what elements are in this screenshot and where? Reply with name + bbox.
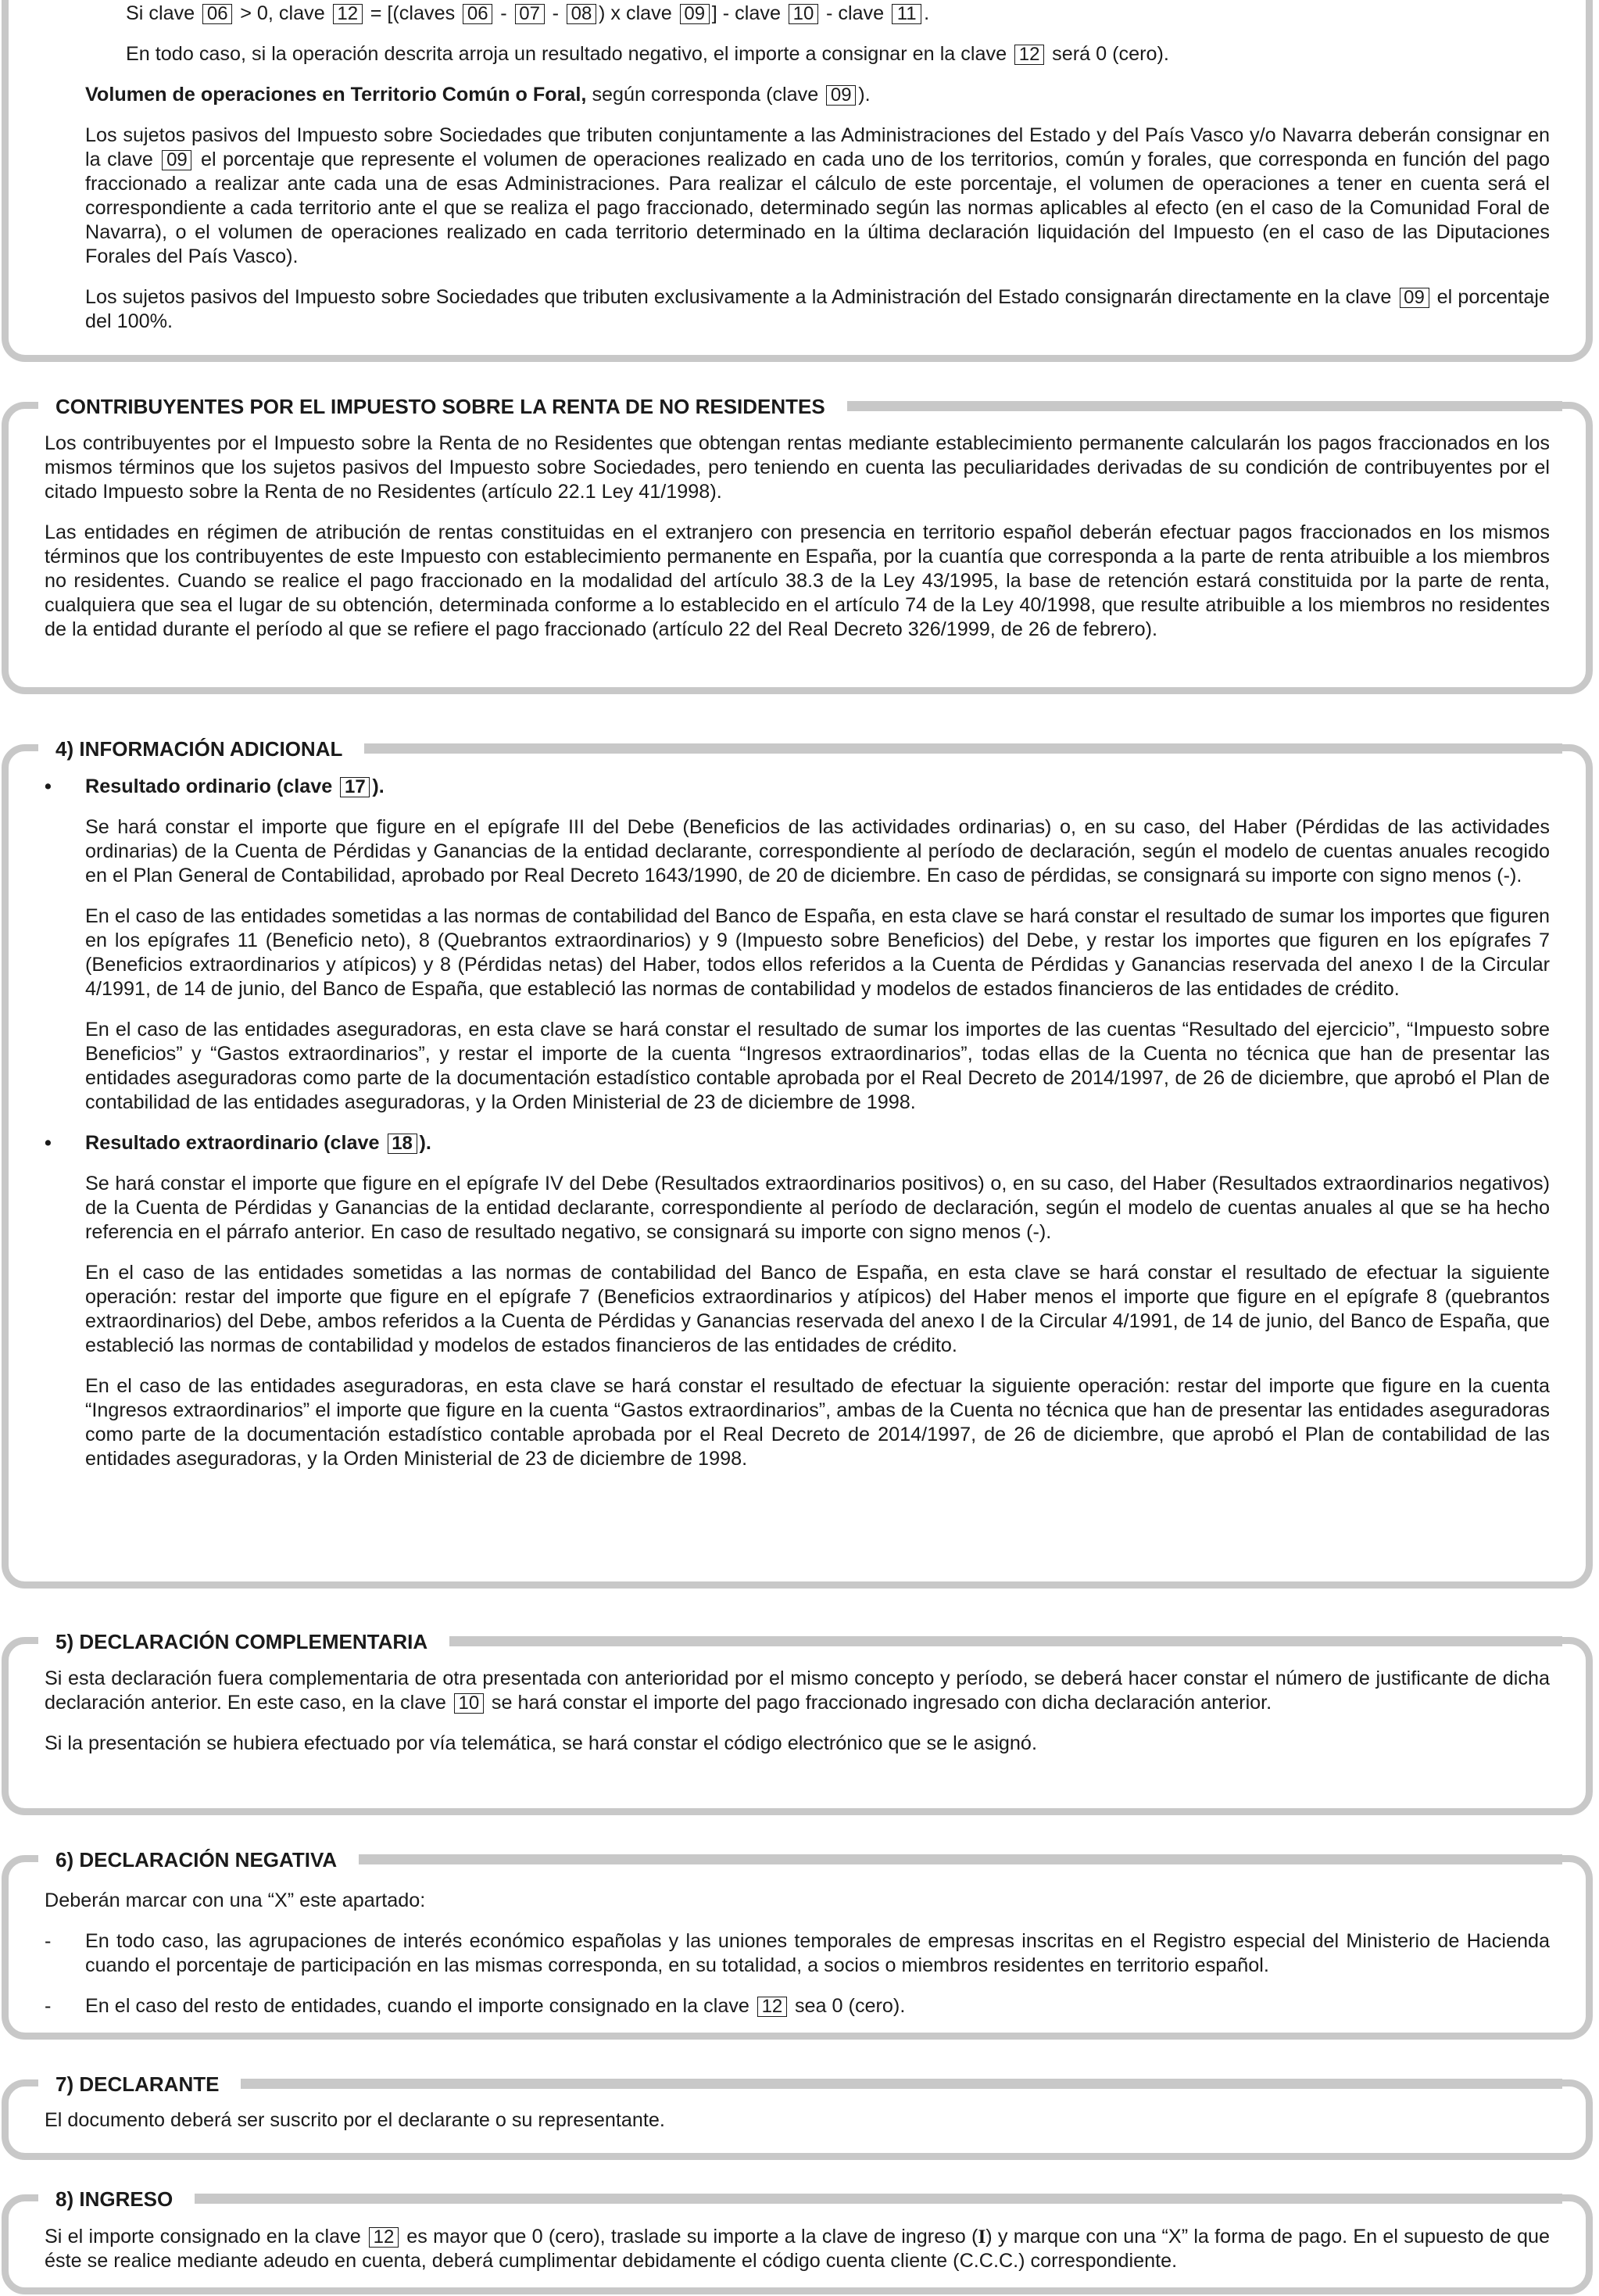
formula-text: - clave [825,2,885,24]
complementaria-paragraph-1 [45,1667,1550,1715]
ingreso-key-letter: I [978,2226,986,2248]
section-title: 7) DECLARANTE [38,2071,241,2097]
declarante-paragraph: El documento deberá ser suscrito por el declarante o su representante. [45,2109,665,2131]
paragraph-text: ) y marque con una “X” la forma de pago. En el supuesto de que éste se realice mediante adeudo en cuenta, deberá cumplimentar debidamente el código cuenta cliente (C.C.C.) correspondiente. [45,2226,1551,2272]
volume-paragraph-2 [45,285,1550,334]
paragraph-text: Si el importe consignado en la clave [45,2226,361,2248]
ordinario-paragraph-3: En el caso de las entidades aseguradoras, en esta clave se hará constar el resultado de sumar los importes de las cuentas “Resultado del ejercicio”, “Impuesto sobre Beneficios” y “Gastos extraordinarios”, y restar el importe de la cuenta “Ingresos extraordinarios”, todas ellas de la Cuenta no técnica que han de presentar las entidades aseguradoras como parte de la documentación estadístico contable aprobada por el Real Decreto de 2014/1997, de 26 de diciembre, que aprobó el Plan de contabilidad de las entidades aseguradoras, y la Orden Ministerial de 23 de diciembre de 1998. [85,1019,1550,1113]
section-title: CONTRIBUYENTES POR EL IMPUESTO SOBRE LA RENTA DE NO RESIDENTES [38,393,847,420]
paragraph-text: Si esta declaración fuera complementaria de otra presentada con anterioridad por el mismo concepto y período, se deberá hacer constar el número de justificante de dicha declaración anterior. En este caso, en la clave [45,1667,1550,1714]
section-volume-box [2,0,1593,362]
formula-text: - [500,2,507,24]
key-box-10: 10 [789,4,818,24]
dash-marker: - [45,1995,52,2017]
ordinario-paragraph-1: Se hará constar el importe que figure en el epígrafe III del Debe (Beneficios de las actividades ordinarias) o, en su caso, del Haber (Pérdidas de las actividades ordinarias) de la Cuenta de Pérdidas y Ganancias de la entidad declarante, correspondiente al período de declaración, según el modelo de cuentas anuales recogido en el Plan General de Contabilidad, aprobado por Real Decreto 1643/1990, de 20 de diciembre. En caso de pérdidas, se consignará su importe con signo menos (-). [85,816,1550,887]
formula-text: - [552,2,559,24]
dash-marker: - [45,1930,52,1952]
paragraph-text: el porcentaje del 100%. [85,286,1551,332]
volume-heading [45,83,1550,107]
ordinario-paragraph-2: En el caso de las entidades sometidas a las normas de contabilidad del Banco de España, en esta clave se hará constar el resultado de sumar los importes que figuren en los epígrafes 11 (Beneficio neto), 8 (Quebrantos extraordinarios) y 9 (Impuesto sobre Beneficios) del Debe, y restar los importes que figuren en los epígrafes 7 (Beneficios extraordinarios y atípicos) y 8 (Pérdidas netas) del Haber, todos ellos referidos a la Cuenta de Pérdidas y Ganancias reservada del anexo I de la Circular 4/1991, de 14 de junio, del Banco de España, que estableció las normas de contabilidad y modelos de estados financieros de las entidades de crédito. [85,905,1550,1000]
formula-text: ] - clave [711,2,781,24]
section-8-box [2,2187,1593,2294]
section-irnr-content [45,432,1550,642]
key-box-08: 08 [567,4,596,24]
key-box-11: 11 [892,4,921,24]
volume-heading-bold: Volumen de operaciones en Territorio Común o Foral, [85,84,587,106]
section-6-box [2,1848,1593,2040]
ingreso-paragraph [45,2225,1550,2273]
negativa-intro: Deberán marcar con una “X” este apartado: [45,1889,426,1911]
section-title: 8) INGRESO [38,2186,195,2212]
volume-heading-text: según corresponda (clave [592,84,819,106]
extraordinario-paragraph-3: En el caso de las entidades aseguradoras, en esta clave se hará constar el resultado de efectuar la siguiente operación: restar del importe que figure en la cuenta “Ingresos extraordinarios” el importe que figure en la cuenta “Gastos extraordinarios”, ambas de la Cuenta no técnica que han de presentar las entidades aseguradoras como parte de la documentación estadístico contable aprobada por el Real Decreto de 2014/1997, de 26 de diciembre, que aprobó el Plan de contabilidad de las entidades aseguradoras, y la Orden Ministerial de 23 de diciembre de 1998. [85,1375,1550,1470]
section-4-box [2,737,1593,1589]
key-box-17: 17 [340,777,370,797]
negative-note-text: será 0 (cero). [1052,43,1169,65]
negative-note [45,42,1550,66]
paragraph-text: es mayor que 0 (cero), traslade su importe a la clave de ingreso ( [406,2226,978,2248]
complementaria-paragraph-2: Si la presentación se hubiera efectuado por vía telemática, se hará constar el código electrónico que se le asignó. [45,1732,1037,1754]
key-box-12: 12 [369,2227,399,2248]
bullet-title: ). [372,775,385,797]
key-box-06: 06 [202,4,232,24]
section-title: 6) DECLARACIÓN NEGATIVA [38,1846,359,1873]
extraordinario-paragraph-2: En el caso de las entidades sometidas a las normas de contabilidad del Banco de España, en esta clave se hará constar el resultado de efectuar la siguiente operación: restar del importe que figure en el epígrafe 7 (Beneficios extraordinarios y atípicos) del Haber menos el importe que figure en el epígrafe 8 (quebrantos extraordinarios) del Debe, ambos referidos a la Cuenta de Pérdidas y Ganancias reservada del anexo I de la Circular 4/1991, de 14 de junio, del Banco de España, que estableció las normas de contabilidad y modelos de estados financieros de las entidades de crédito. [85,1262,1550,1356]
section-volume-content [45,2,1550,334]
negativa-item-1 [45,1929,1550,1978]
bullet-title: Resultado ordinario (clave [85,775,333,797]
section-5-box [2,1630,1593,1815]
formula-text: = [(claves [370,2,456,24]
section-header-wrap [9,1846,1562,1873]
section-7-content [45,2108,1550,2133]
section-title: 5) DECLARACIÓN COMPLEMENTARIA [38,1628,449,1655]
key-box-09: 09 [680,4,710,24]
section-header-wrap [9,736,1562,762]
list-item-text: En todo caso, las agrupaciones de interés económico españolas y las uniones temporales de empresas inscritas en el Registro especial del Ministerio de Hacienda cuando el porcentaje de participación en las mismas corresponda, en su totalidad, a socios o miembros residentes en territorio español. [85,1930,1550,1976]
extraordinario-paragraph-1: Se hará constar el importe que figure en el epígrafe IV del Debe (Resultados extraordinarios positivos) o, en su caso, del Haber (Resultados extraordinarios negativos) de la Cuenta de Pérdidas y Ganancias de la entidad declarante, correspondiente al período de declaración, según el modelo de cuentas anuales al que se ha hecho referencia en el párrafo anterior. En caso de resultado negativo, se consignará su importe con signo menos (-). [85,1173,1550,1243]
section-header-wrap [9,2186,1562,2212]
list-item-text: sea 0 (cero). [794,1995,906,2017]
key-box-12: 12 [757,1997,787,2017]
key-box-07: 07 [515,4,545,24]
bullet-resultado-extraordinario [45,1131,1550,1155]
section-header-wrap [9,1628,1562,1655]
key-box-18: 18 [388,1134,417,1154]
bullet-icon: • [45,775,52,797]
bullet-title: ). [419,1132,431,1154]
irnr-paragraph-2: Las entidades en régimen de atribución de rentas constituidas en el extranjero con presencia en territorio español deberán efectuar pagos fraccionados en los mismos términos que los contribuyentes de este Impuesto con establecimiento permanente en España, por la cuantía que corresponda a la parte de renta atribuible a los miembros no residentes. Cuando se realice el pago fraccionado en la modalidad del artículo 38.3 de la Ley 43/1995, la base de retención estará constituida por la parte de renta, cualquiera que sea el lugar de su obtención, determinada conforme a lo establecido en el artículo 74 de la Ley 40/1998, que resulte atribuible a los miembros no residentes de la entidad durante el período al que se refiere el pago fraccionado (artículo 22 del Real Decreto 326/1999, de 26 de febrero). [45,521,1550,640]
key-box-09: 09 [162,150,191,170]
section-8-content [45,2225,1550,2273]
section-4-content [45,775,1550,1471]
formula-text: . [924,2,930,24]
section-header-wrap [9,393,1562,420]
negativa-item-2 [45,1994,1550,2018]
paragraph-text: Los sujetos pasivos del Impuesto sobre Sociedades que tributen conjuntamente a las Administraciones del Estado y del País Vasco y/o Navarra deberán consignar en la clave [85,124,1550,170]
section-5-content [45,1667,1550,1756]
irnr-paragraph-1: Los contribuyentes por el Impuesto sobre la Renta de no Residentes que obtengan rentas mediante establecimiento permanente calcularán los pagos fraccionados en los mismos términos que los sujetos pasivos del Impuesto sobre Sociedades, pero teniendo en cuenta las peculiaridades derivadas de su condición de contribuyentes por el citado Impuesto sobre la Renta de no Residentes (artículo 22.1 Ley 41/1998). [45,432,1550,503]
key-box-12: 12 [333,4,363,24]
section-header-wrap [9,2071,1562,2097]
section-6-content [45,1889,1550,2018]
volume-heading-text: ). [858,84,871,106]
key-box-09: 09 [1400,288,1429,308]
formula-line [45,2,1550,26]
bullet-title: Resultado extraordinario (clave [85,1132,380,1154]
key-box-12: 12 [1014,45,1044,65]
negative-note-text: En todo caso, si la operación descrita arroja un resultado negativo, el importe a consignar en la clave [126,43,1007,65]
formula-text: ) x clave [599,2,672,24]
paragraph-text: el porcentaje que represente el volumen de operaciones realizado en cada uno de los territorios, común y forales, que corresponda en función del pago fraccionado a realizar ante cada una de esas Administraciones. Para realizar el cálculo de este porcentaje, el volumen de operaciones a tener en cuenta será el correspondiente a cada territorio ante el que se realiza el pago fraccionado, determinado según las normas aplicables al efecto (en el caso de la Comunidad Foral de Navarra), o el volumen de operaciones realizado en cada territorio determinado en la última declaración liquidación del Impuesto (en el caso de las Diputaciones Forales del País Vasco). [85,149,1551,267]
formula-text: Si clave [126,2,195,24]
formula-text: > 0, clave [240,2,325,24]
bullet-icon: • [45,1132,52,1154]
bullet-resultado-ordinario [45,775,1550,799]
paragraph-text: se hará constar el importe del pago fraccionado ingresado con dicha declaración anterior. [491,1692,1272,1714]
key-box-09: 09 [826,85,856,106]
key-box-06: 06 [463,4,492,24]
section-7-box [2,2072,1593,2160]
section-irnr-box [2,395,1593,694]
list-item-text: En el caso del resto de entidades, cuando el importe consignado en la clave [85,1995,749,2017]
key-box-10: 10 [454,1693,484,1714]
volume-paragraph-1 [45,124,1550,269]
section-title: 4) INFORMACIÓN ADICIONAL [38,736,364,762]
paragraph-text: Los sujetos pasivos del Impuesto sobre Sociedades que tributen exclusivamente a la Administración del Estado consignarán directamente en la clave [85,286,1392,308]
